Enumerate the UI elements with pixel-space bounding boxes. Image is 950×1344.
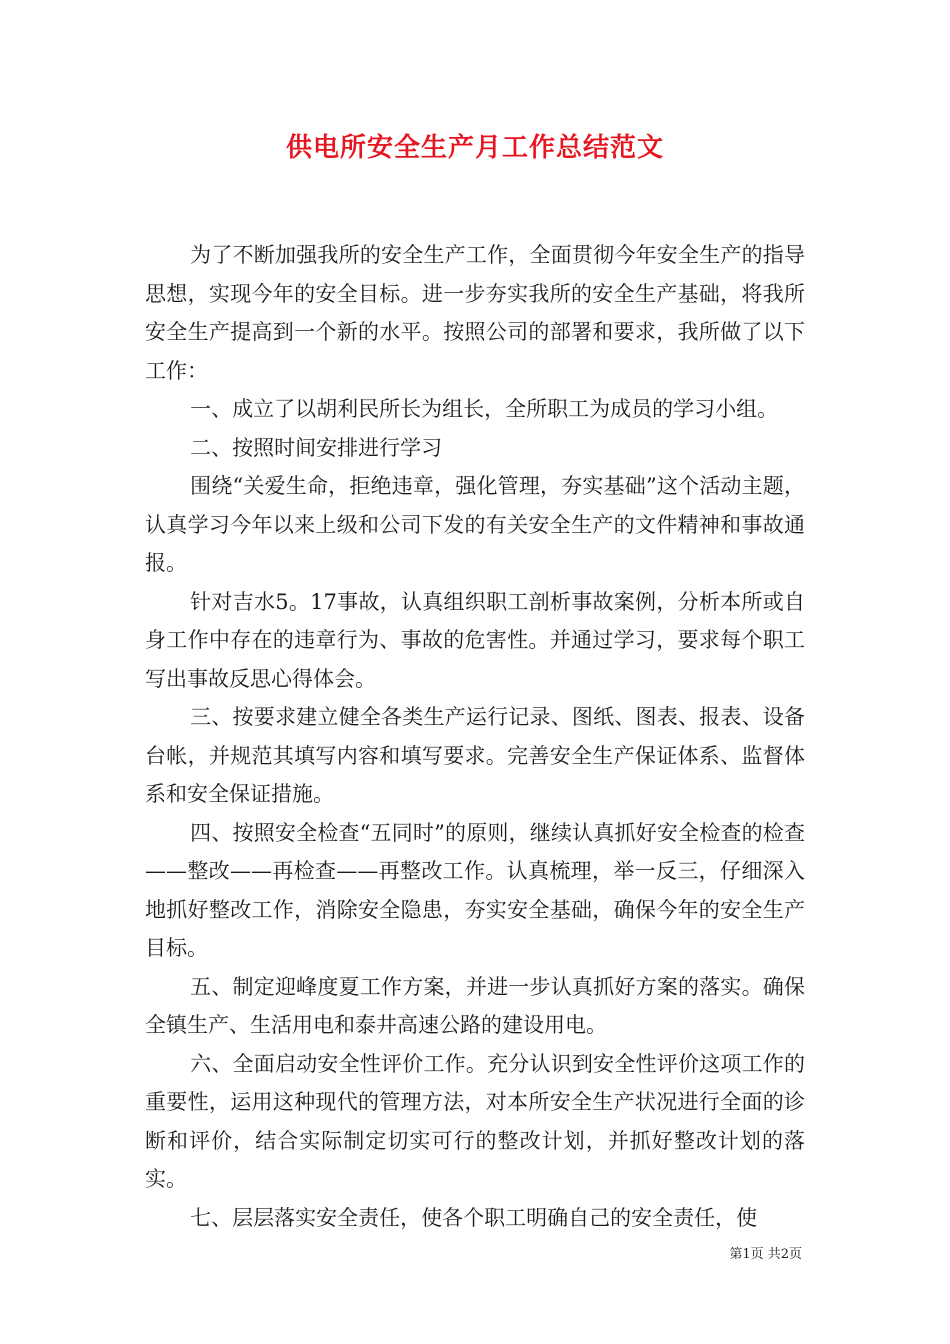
page-number: 第1页 共2页 [729,1247,802,1262]
paragraph-item-6: 六、全面启动安全性评价工作。充分认识到安全性评价这项工作的重要性，运用这种现代的管理方法，对本所安全生产状况进行全面的诊断和评价，结合实际制定切实可行的整改计划，并抓好整改计划的落实。 [145,1051,805,1191]
paragraph-study-theme: 围绕“关爱生命，拒绝违章，强化管理，夯实基础”这个活动主题，认真学习今年以来上级和公司下发的有关安全生产的文件精神和事故通报。 [145,474,805,575]
paragraph-item-2: 二、按照时间安排进行学习 [190,435,443,460]
paragraph-accident-analysis: 针对吉水5。17事故，认真组织职工剖析事故案例，分析本所或自身工作中存在的违章行为、事故的危害性。并通过学习，要求每个职工写出事故反思心得体会。 [145,589,805,691]
paragraph-item-7: 七、层层落实安全责任，使各个职工明确自己的安全责任，使 [190,1205,758,1230]
paragraph-item-3: 三、按要求建立健全各类生产运行记录、图纸、图表、报表、设备台帐，并规范其填写内容和填写要求。完善安全生产保证体系、监督体系和安全保证措施。 [145,705,805,806]
document-body [145,236,805,1237]
page-title: 供电所安全生产月工作总结范文 [285,133,664,163]
paragraph-intro: 为了不断加强我所的安全生产工作，全面贯彻今年安全生产的指导思想，实现今年的安全目标。进一步夯实我所的安全生产基础，将我所安全生产提高到一个新的水平。按照公司的部署和要求，我所做了以下工作： [145,243,805,383]
paragraph-item-4: 四、按照安全检查“五同时”的原则，继续认真抓好安全检查的检查——整改——再检查——再整改工作。认真梳理，举一反三，仔细深入地抓好整改工作，消除安全隐患，夯实安全基础，确保今年的安全生产目标。 [145,820,805,960]
paragraph-item-1: 一、成立了以胡利民所长为组长，全所职工为成员的学习小组。 [190,397,779,421]
paragraph-item-5: 五、制定迎峰度夏工作方案，并进一步认真抓好方案的落实。确保全镇生产、生活用电和泰井高速公路的建设用电。 [145,974,805,1037]
